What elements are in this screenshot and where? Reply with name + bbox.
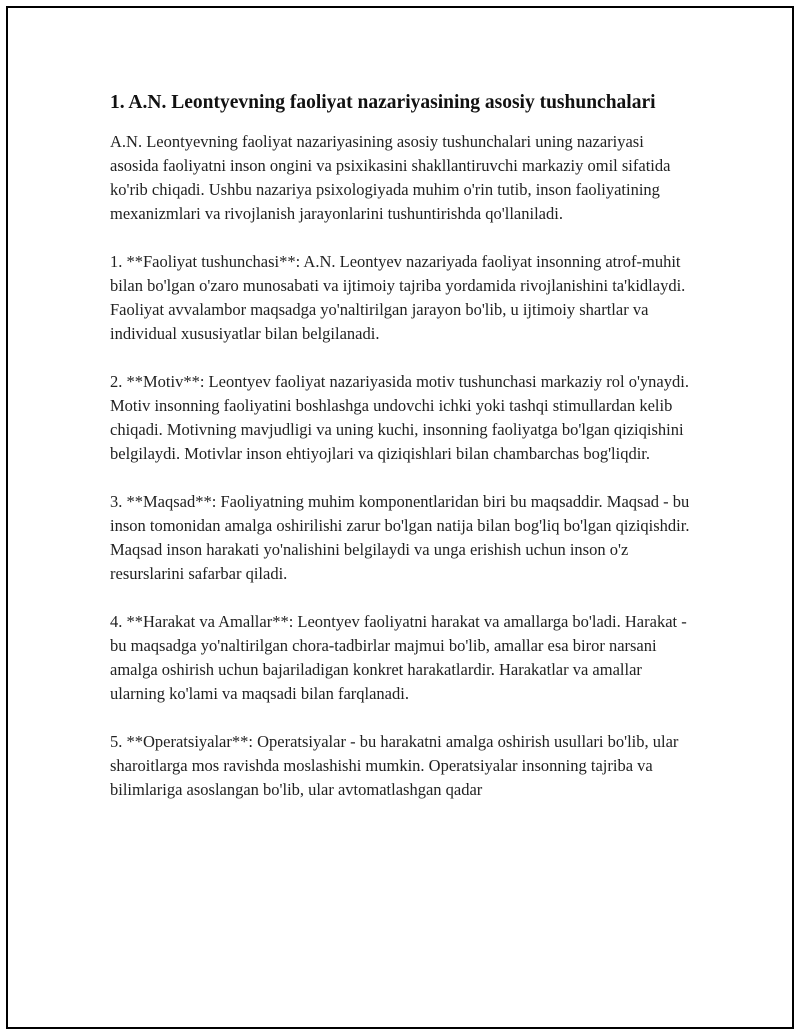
paragraph-faoliyat: 1. **Faoliyat tushunchasi**: A.N. Leontyev nazariyada faoliyat insonning atrof-muhit bilan bo'lgan o'zaro munosabati va ijtimoiy tajriba yordamida rivojlanishini ta'kidlaydi. Faoliyat avvalambor maqsadga yo'naltirilgan jarayon bo'lib, u ijtimoiy shartlar va individual xususiyatlar bilan belgilanadi. <box>110 252 686 343</box>
paragraph-motiv: 2. **Motiv**: Leontyev faoliyat nazariyasida motiv tushunchasi markaziy rol o'ynaydi. Motiv insonning faoliyatini boshlashga undovchi ichki yoki tashqi stimullardan kelib chiqadi. Motivning mavjudligi va uning kuchi, insonning faoliyatga bo'lgan qiziqishini belgilaydi. Motivlar inson ehtiyojlari va qiziqishlari bilan chambarchas bog'liqdir. <box>110 372 689 463</box>
paragraph-operatsiyalar: 5. **Operatsiyalar**: Operatsiyalar - bu harakatni amalga oshirish usullari bo'lib, ular sharoitlarga mos ravishda moslashishi mumkin. Operatsiyalar insonning tajriba va bilimlariga asoslangan bo'lib, ular avtomatlashgan qadar <box>110 732 679 799</box>
document-body <box>110 90 690 826</box>
intro-paragraph: A.N. Leontyevning faoliyat nazariyasining asosiy tushunchalari uning nazariyasi asosida faoliyatni inson ongini va psixikasini shakllantiruvchi markaziy omil sifatida ko'rib chiqadi. Ushbu nazariya psixologiyada muhim o'rin tutib, inson faoliyatining mexanizmlari va rivojlanish jarayonlarini tushuntirishda qo'llaniladi. <box>110 132 671 223</box>
document-title: 1. A.N. Leontyevning faoliyat nazariyasining asosiy tushunchalari <box>110 92 656 113</box>
paragraph-harakat-amallar: 4. **Harakat va Amallar**: Leontyev faoliyatni harakat va amallarga bo'ladi. Harakat - bu maqsadga yo'naltirilgan chora-tadbirlar majmui bo'lib, amallar esa biror narsani amalga oshirish uchun bajariladigan konkret harakatlardir. Harakatlar va amallar ularning ko'lami va maqsadi bilan farqlanadi. <box>110 612 687 703</box>
paragraph-maqsad: 3. **Maqsad**: Faoliyatning muhim komponentlaridan biri bu maqsaddir. Maqsad - bu inson tomonidan amalga oshirilishi zarur bo'lgan natija bilan bog'liq bo'lgan qiziqishdir. Maqsad inson harakati yo'nalishini belgilaydi va unga erishish uchun inson o'z resurslarini safarbar qiladi. <box>110 492 690 583</box>
